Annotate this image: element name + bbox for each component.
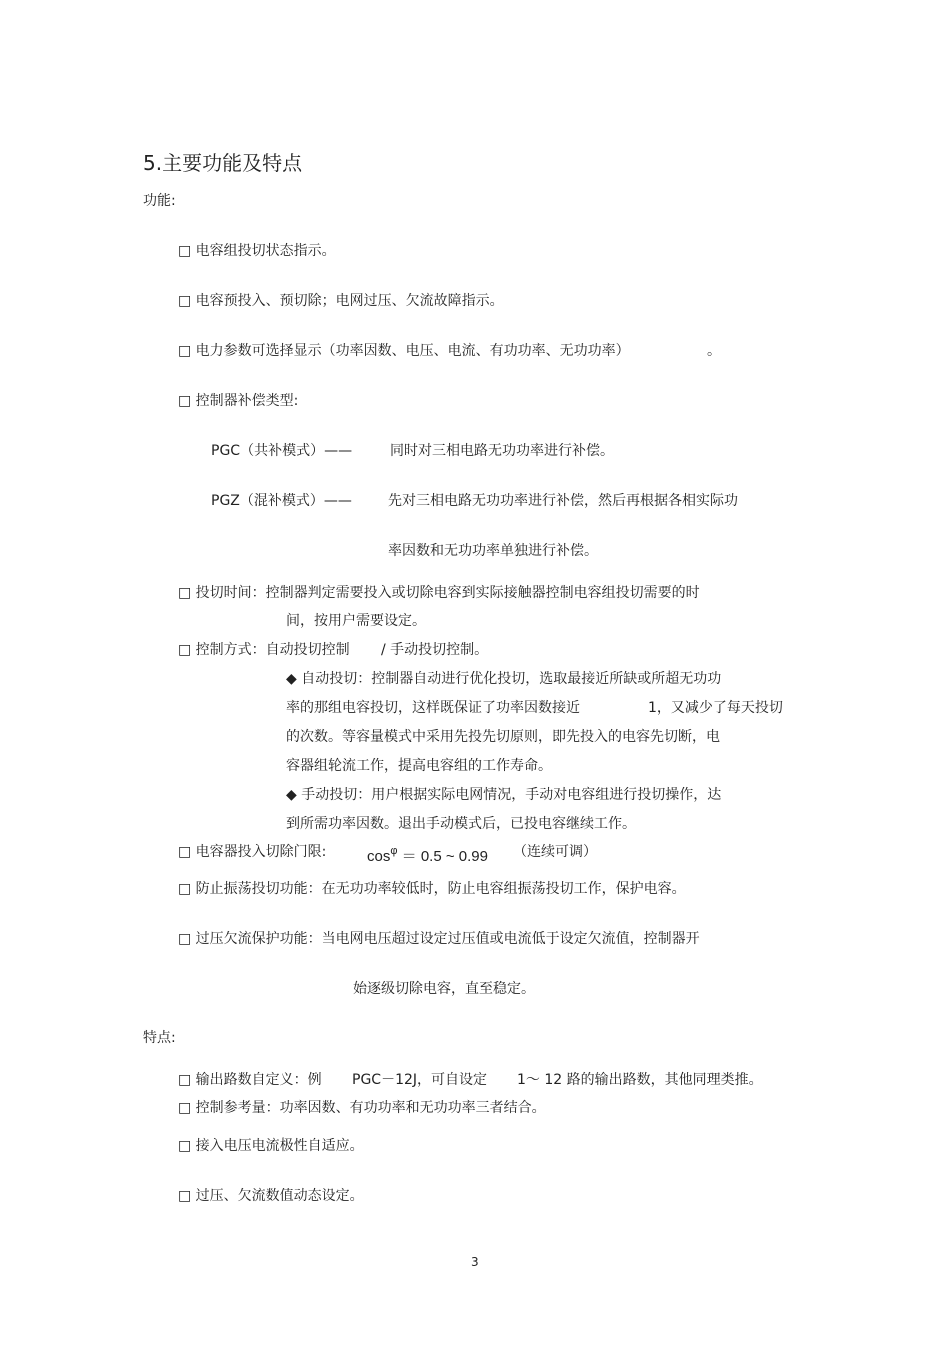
pgz-mode-label: PGZ（混补模式）—— xyxy=(211,493,352,509)
feature-item-output-channels: □ 输出路数自定义：例 xyxy=(178,1072,322,1088)
page-number: 3 xyxy=(471,1255,479,1269)
pgz-mode-description-line1: 先对三相电路无功功率进行补偿，然后再根据各相实际功 xyxy=(388,493,738,509)
feature-item-control-reference: □ 控制参考量：功率因数、有功功率和无功功率三者结合。 xyxy=(178,1100,546,1116)
features-title: 特点: xyxy=(143,1030,176,1046)
pgc-mode-label: PGC（共补模式）—— xyxy=(211,443,353,459)
function-item-parameter-display-end: 。 xyxy=(707,343,721,359)
function-item-control-mode-manual: / 手动投切控制。 xyxy=(381,642,489,658)
threshold-note: （连续可调） xyxy=(513,844,597,860)
function-item-threshold: □ 电容器投入切除门限: xyxy=(178,844,327,860)
manual-switch-line1: ◆ 手动投切：用户根据实际电网情况，手动对电容组进行投切操作，达 xyxy=(286,787,722,803)
auto-switch-line3: 的次数。等容量模式中采用先投先切原则，即先投入的电容先切断，电 xyxy=(286,729,720,745)
function-item-switch-time-line1: □ 投切时间：控制器判定需要投入或切除电容到实际接触器控制电容组投切需要的时 xyxy=(178,585,700,601)
function-item-anti-oscillation: □ 防止振荡投切功能：在无功功率较低时，防止电容组振荡投切工作，保护电容。 xyxy=(178,881,686,897)
function-item-fault-indication: □ 电容预投入、预切除；电网过压、欠流故障指示。 xyxy=(178,293,504,309)
function-item-protection-line2: 始逐级切除电容，直至稳定。 xyxy=(353,981,535,997)
threshold-range: ＝ 0.5 ~ 0.99 xyxy=(401,848,488,865)
feature-item-polarity-adaptive: □ 接入电压电流极性自适应。 xyxy=(178,1138,364,1154)
function-item-switch-time-line2: 间，按用户需要设定。 xyxy=(286,613,426,629)
function-item-status-indication: □ 电容组投切状态指示。 xyxy=(178,243,336,259)
auto-switch-line2-end: 1，又减少了每天投切 xyxy=(648,700,783,716)
feature-item-output-channels-model: PGC－12J，可自设定 xyxy=(352,1072,488,1088)
function-item-parameter-display: □ 电力参数可选择显示（功率因数、电压、电流、有功功率、无功功率） xyxy=(178,343,630,359)
threshold-formula xyxy=(367,842,488,866)
function-item-protection-line1: □ 过压欠流保护功能：当电网电压超过设定过压值或电流低于设定欠流值，控制器开 xyxy=(178,931,700,947)
manual-switch-line2: 到所需功率因数。退出手动模式后，已投电容继续工作。 xyxy=(286,816,636,832)
feature-item-dynamic-setting: □ 过压、欠流数值动态设定。 xyxy=(178,1188,364,1204)
functions-title: 功能: xyxy=(143,193,176,209)
auto-switch-line1: ◆ 自动投切：控制器自动进行优化投切，选取最接近所缺或所超无功功 xyxy=(286,671,722,687)
auto-switch-line2: 率的那组电容投切，这样既保证了功率因数接近 xyxy=(286,700,580,716)
phi-symbol: φ xyxy=(390,845,398,857)
pgc-mode-description: 同时对三相电路无功功率进行补偿。 xyxy=(390,443,614,459)
pgz-mode-description-line2: 率因数和无功功率单独进行补偿。 xyxy=(388,543,598,559)
auto-switch-line4: 容器组轮流工作，提高电容组的工作寿命。 xyxy=(286,758,552,774)
cos-text: cos xyxy=(367,848,391,865)
function-item-compensation-type: □ 控制器补偿类型: xyxy=(178,393,299,409)
section-heading: 5.主要功能及特点 xyxy=(143,151,303,175)
feature-item-output-channels-range: 1～ 12 路的输出路数，其他同理类推。 xyxy=(517,1072,763,1088)
function-item-control-mode: □ 控制方式：自动投切控制 xyxy=(178,642,350,658)
